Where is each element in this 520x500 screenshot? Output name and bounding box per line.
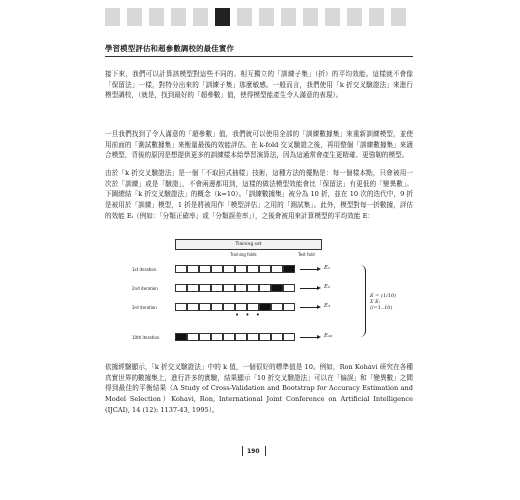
training-fold bbox=[283, 284, 295, 292]
chapter-tab bbox=[347, 8, 362, 26]
chapter-index-strip bbox=[0, 0, 520, 40]
training-fold bbox=[175, 303, 187, 311]
training-fold bbox=[271, 303, 283, 311]
paragraph-3 bbox=[105, 168, 413, 222]
chapter-tab bbox=[391, 8, 406, 26]
chapter-tab bbox=[149, 8, 164, 26]
fold-bar bbox=[175, 303, 295, 311]
iteration-label: 10th iteration bbox=[132, 335, 160, 340]
arrow-icon bbox=[300, 288, 318, 289]
error-label: E₂ bbox=[324, 284, 331, 290]
chapter-tab-active bbox=[215, 8, 230, 26]
chapter-tab bbox=[237, 8, 252, 26]
test-fold bbox=[175, 333, 187, 341]
running-head: 學習模型評估和超參數調校的最佳實作 bbox=[105, 44, 235, 53]
training-fold bbox=[259, 265, 271, 273]
training-fold bbox=[211, 284, 223, 292]
training-fold bbox=[247, 284, 259, 292]
training-fold bbox=[271, 265, 283, 273]
paragraph-3-text: 由於「k 折交叉驗證法」是一個「不取回式抽樣」技術，這種方法的優點是：每一個樣本點，只會被用一次於「訓練」或是「驗證」，不會兩邊都用到，這樣的做法模型效能會比「保留法」有更低的「變異數」。下圖總結「k 折交叉驗證法」的概念（k=10）。「訓練數據集」被分為 10 折，並在 10 次的迭代中，9 折是被用於「訓練」模型，1 折是將被用作「模型評估」之用的「測試集」。此外，模型對每一折數據，評估的效能 Eᵢ（例如：「分類正確率」或「分類誤差率」），之後會被用來計算模型的平均效能 E： bbox=[105, 169, 413, 220]
iteration-label: 3rd iteration bbox=[132, 305, 157, 310]
training-fold bbox=[199, 333, 211, 341]
training-fold bbox=[211, 333, 223, 341]
error-label: E₁ bbox=[324, 265, 331, 271]
kfold-figure bbox=[130, 235, 400, 353]
fold-bar bbox=[175, 265, 295, 273]
chapter-tab bbox=[171, 8, 186, 26]
arrow-icon bbox=[300, 307, 318, 308]
chapter-tab bbox=[193, 8, 208, 26]
training-fold bbox=[283, 303, 295, 311]
training-fold bbox=[175, 284, 187, 292]
training-fold bbox=[175, 265, 187, 273]
training-fold bbox=[259, 284, 271, 292]
error-label: E₁₀ bbox=[324, 333, 333, 339]
training-fold bbox=[223, 265, 235, 273]
iteration-label: 1st iteration bbox=[132, 267, 157, 272]
training-fold bbox=[223, 333, 235, 341]
training-fold bbox=[199, 303, 211, 311]
paragraph-4-text: 依據經驗顯示，「k 折交叉驗證法」中的 k 值，一個很好的標準值是 10。例如，Ron Kohavi 研究在各種真實世界的數據集上，進行許多的實驗，結果顯示「10 折交叉驗證法」可以在「偏誤」和「變異數」之間得到最佳的平衡結果（A Study of Cross-Validation and Bootstrap for Accuracy Estimation and Model Selection）Kohavi, Ron, International Joint Conference on Artificial Intelligence (IJCAI), 14 (12): 1137-43, 1995）。 bbox=[105, 363, 413, 414]
training-folds-label: Training folds bbox=[230, 252, 257, 257]
average-formula: E = (1/10) Σ Eᵢ (i=1..10) bbox=[370, 293, 397, 311]
training-fold bbox=[211, 303, 223, 311]
training-fold bbox=[235, 265, 247, 273]
training-fold bbox=[223, 284, 235, 292]
chapter-tab bbox=[281, 8, 296, 26]
test-fold bbox=[271, 284, 283, 292]
training-fold bbox=[199, 284, 211, 292]
chapter-tab bbox=[105, 8, 120, 26]
training-fold bbox=[187, 265, 199, 273]
chapter-tab bbox=[127, 8, 142, 26]
training-fold bbox=[187, 303, 199, 311]
training-fold bbox=[235, 333, 247, 341]
training-fold bbox=[223, 303, 235, 311]
training-fold bbox=[247, 265, 259, 273]
training-fold bbox=[187, 284, 199, 292]
training-fold bbox=[235, 303, 247, 311]
brace-icon bbox=[359, 265, 366, 337]
training-fold bbox=[187, 333, 199, 341]
training-fold bbox=[247, 333, 259, 341]
arrow-icon bbox=[300, 337, 318, 338]
training-fold bbox=[235, 284, 247, 292]
training-set-box: Training set bbox=[175, 239, 322, 250]
training-fold bbox=[247, 303, 259, 311]
paragraph-1-text: 接下來，我們可以計算該模型對這些不同的、相互獨立的「訓練子集」（折）的平均效能。這樣就不會像「保留法」一樣，對特分出來的「訓練子集」那麼敏感。一般而言，我們使用「k 折交叉驗證法」來進行模型調校，（就是，找到最好的「超參數」值，使得模型能產生令人滿意的表現）。 bbox=[105, 70, 413, 100]
error-label: E₃ bbox=[324, 303, 331, 309]
paragraph-2 bbox=[105, 129, 413, 161]
ellipsis-dots: • • • bbox=[235, 311, 262, 319]
header-rule bbox=[105, 56, 413, 57]
test-fold bbox=[283, 265, 295, 273]
chapter-tab bbox=[259, 8, 274, 26]
iteration-label: 2nd iteration bbox=[132, 286, 158, 291]
training-fold bbox=[211, 265, 223, 273]
test-fold-label: Test fold bbox=[298, 252, 315, 257]
training-fold bbox=[259, 333, 271, 341]
fold-bar bbox=[175, 284, 295, 292]
chapter-tab bbox=[303, 8, 318, 26]
paragraph-1 bbox=[105, 69, 413, 101]
fold-bar bbox=[175, 333, 295, 341]
page-number: 190 bbox=[247, 448, 260, 455]
paragraph-2-text: 一旦我們找到了令人滿意的「超參數」值，我們就可以使用全部的「訓練數據集」來重新訓練模型，並使用前面的「測試數據集」來衡量最後的效能評估。在 k-fold 交叉驗證之後，再用整個「訓練數據集」來適合模型，背後的原因是想提供更多的訓練樣本給學習演算法，因為這通常會產生更精確、更強韌的模型。 bbox=[105, 130, 413, 160]
chapter-tab bbox=[369, 8, 384, 26]
test-fold bbox=[259, 303, 271, 311]
training-fold bbox=[271, 333, 283, 341]
arrow-icon bbox=[300, 269, 318, 270]
chapter-tab bbox=[325, 8, 340, 26]
training-fold bbox=[283, 333, 295, 341]
paragraph-4 bbox=[105, 362, 413, 416]
training-fold bbox=[199, 265, 211, 273]
